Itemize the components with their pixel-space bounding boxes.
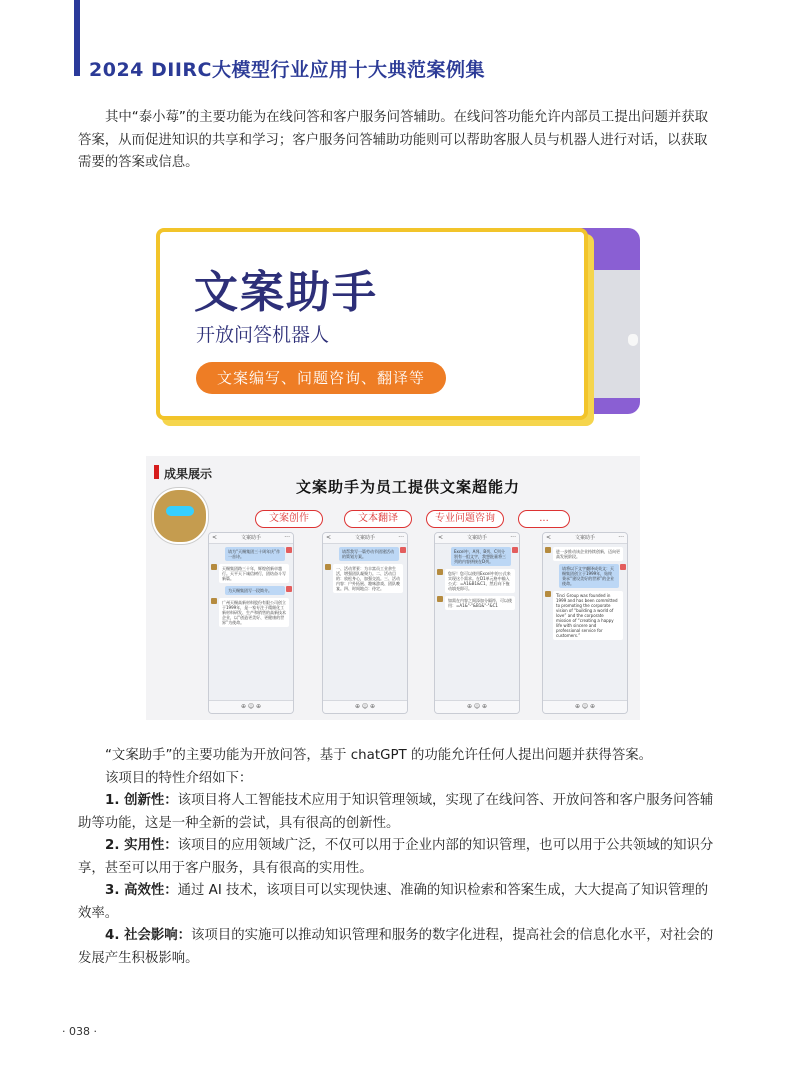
chat-header: < 文案助手 ··· [209,533,293,544]
page-number: · 038 · [62,1025,97,1038]
banner-title: 文案助手 [194,267,378,318]
chat-screenshot-1 [208,532,294,714]
bot-message: 您好！您可以使用Excel中的公式来实现这个需求。在D1单元格中输入公式：=A1&B1&C1，然后向下拖动填充即可。 [445,569,515,593]
user-message: 请将以下文字翻译成英文：天赐集团创立于1999年，始终秉承“建设美好的世界”的企业使命。 [559,564,619,588]
user-avatar-icon [286,586,292,592]
showcase-label: 成果展示 [164,467,213,481]
bot-avatar-icon [211,598,217,604]
user-avatar-icon [620,564,626,570]
bot-avatar-icon [437,596,443,602]
chat-screenshot-2 [322,532,408,714]
chat-input-bar: ⊕ ☺ ⊕ [209,700,293,713]
bot-message: 进一步推动该企业持续创新，迈向更高发展阶段。 [553,547,623,561]
feature-text: 该项目的实施可以推动知识管理和服务的数字化进程，提高社会的信息化水平，对社会的发展产生积极影响。 [78,928,714,966]
tag-consulting: 专业问题咨询 [426,510,504,528]
assistant-banner [152,222,640,422]
chat-header: < 文案助手 ··· [543,533,627,544]
page-header-title: 2024 DIIRC大模型行业应用十大典范案例集 [89,59,485,81]
chat-header: < 文案助手 ··· [323,533,407,544]
intro-paragraph: 其中“泰小莓”的主要功能为在线问答和客户服务问答辅助。在线问答功能允许内部员工提出问题并获取答案，从而促进知识的共享和学习；客户服务问答辅助功能则可以帮助客服人员与机器人进行对话，以获取需要的答案或信息。 [78,110,709,170]
bot-avatar-icon [325,564,331,570]
back-icon: < [546,534,552,541]
feature-item-practicality [78,835,720,880]
header-accent-bar [74,0,80,76]
back-icon: < [326,534,332,541]
feature-text: 该项目将人工智能技术应用于知识管理领域，实现了在线问答、开放问答和客户服务问答辅助等功能，这是一种全新的尝试，具有很高的创新性。 [78,793,714,831]
bot-message: 天赐集团路三十年，辉煌创新卓越行。天平天下诚信树行，团结奋斗写新篇。 [219,564,289,583]
bot-avatar-icon [545,591,551,597]
more-icon: ··· [398,534,404,541]
tag-copywriting: 文案创作 [255,510,323,528]
body-text [78,745,720,970]
feature-heading: 2. 实用性： [105,838,178,853]
chat-header: < 文案助手 ··· [435,533,519,544]
more-icon: ··· [510,534,516,541]
robot-avatar [152,488,208,544]
feature-item-innovation [78,790,720,835]
apple-logo-icon [628,334,638,346]
banner-card [156,228,588,420]
user-message: Excel中，A列、B列、C列分别有一组文字，我想批量将三列的内容拼接在D列。 [451,547,511,566]
chat-screenshot-3 [434,532,520,714]
section-marker [154,465,159,479]
bot-avatar-icon [211,564,217,570]
tag-more: ... [518,510,570,528]
bot-message: 如需在内容之间添加分隔符，可以使用：=A1&"-"&B1&"-"&C1 [445,596,515,610]
bot-avatar-icon [437,569,443,575]
banner-subtitle: 开放问答机器人 [196,324,330,346]
feature-heading: 3. 高效性： [105,883,178,898]
user-avatar-icon [512,547,518,553]
user-avatar-icon [400,547,406,553]
tag-translation: 文本翻译 [344,510,412,528]
chat-screenshot-4 [542,532,628,714]
chat-input-bar: ⊕ ☺ ⊕ [543,700,627,713]
banner-feature-pill: 文案编写、问题咨询、翻译等 [196,362,446,394]
user-message: 为天赐集团写一段简介。 [225,586,285,595]
chat-input-bar: ⊕ ☺ ⊕ [435,700,519,713]
bot-message: 广州天赐高新材料股份有限公司创立于1999年，是一家专注于精细化工新材料研发、生产和销售的高新技术企业，以“创造更美好、更健康的世界”为使命。 [219,598,289,627]
body-paragraph-features: 该项目的特性介绍如下： [105,770,253,786]
user-message: 请帮我写一篇劳动节团建活动的策划方案。 [339,547,399,561]
showcase-title: 文案助手为员工提供文案超能力 [296,478,521,496]
back-icon: < [438,534,444,541]
feature-heading: 1. 创新性： [105,793,178,808]
user-avatar-icon [286,547,292,553]
feature-heading: 4. 社会影响： [105,928,192,943]
bot-message: Tinci Group was founded in 1999 and has been committed to promoting the corporate vision of “building a world of love” and the corporate mission of “creating a happy life with sincere and professional service for customers.” [553,591,623,640]
feature-item-efficiency [78,880,720,925]
more-icon: ··· [618,534,624,541]
chat-input-bar: ⊕ ☺ ⊕ [323,700,407,713]
bot-avatar-icon [545,547,551,553]
more-icon: ··· [284,534,290,541]
feature-item-social-impact [78,925,720,970]
back-icon: < [212,534,218,541]
feature-text: 通过 AI 技术，该项目可以实现快速、准确的知识检索和答案生成，大大提高了知识管理的效率。 [78,883,709,921]
user-message: 请为“天赐集团三十周年庆”作一首诗。 [225,547,285,561]
results-showcase [146,456,640,720]
bot-message: 一、活动背景：为丰富员工业余生活，增强团队凝聚力。二、活动目的：放松身心，加强交流。三、活动内容：户外拓展、趣味游戏、团队晚宴。四、时间地点：待定。 [333,564,403,593]
body-paragraph-intro: “文案助手”的主要功能为开放问答，基于 chatGPT 的功能允许任何人提出问题并获得答案。 [105,748,652,763]
feature-text: 该项目的应用领域广泛，不仅可以用于企业内部的知识管理，也可以用于公共领域的知识分享，甚至可以用于客户服务，具有很高的实用性。 [78,838,714,876]
